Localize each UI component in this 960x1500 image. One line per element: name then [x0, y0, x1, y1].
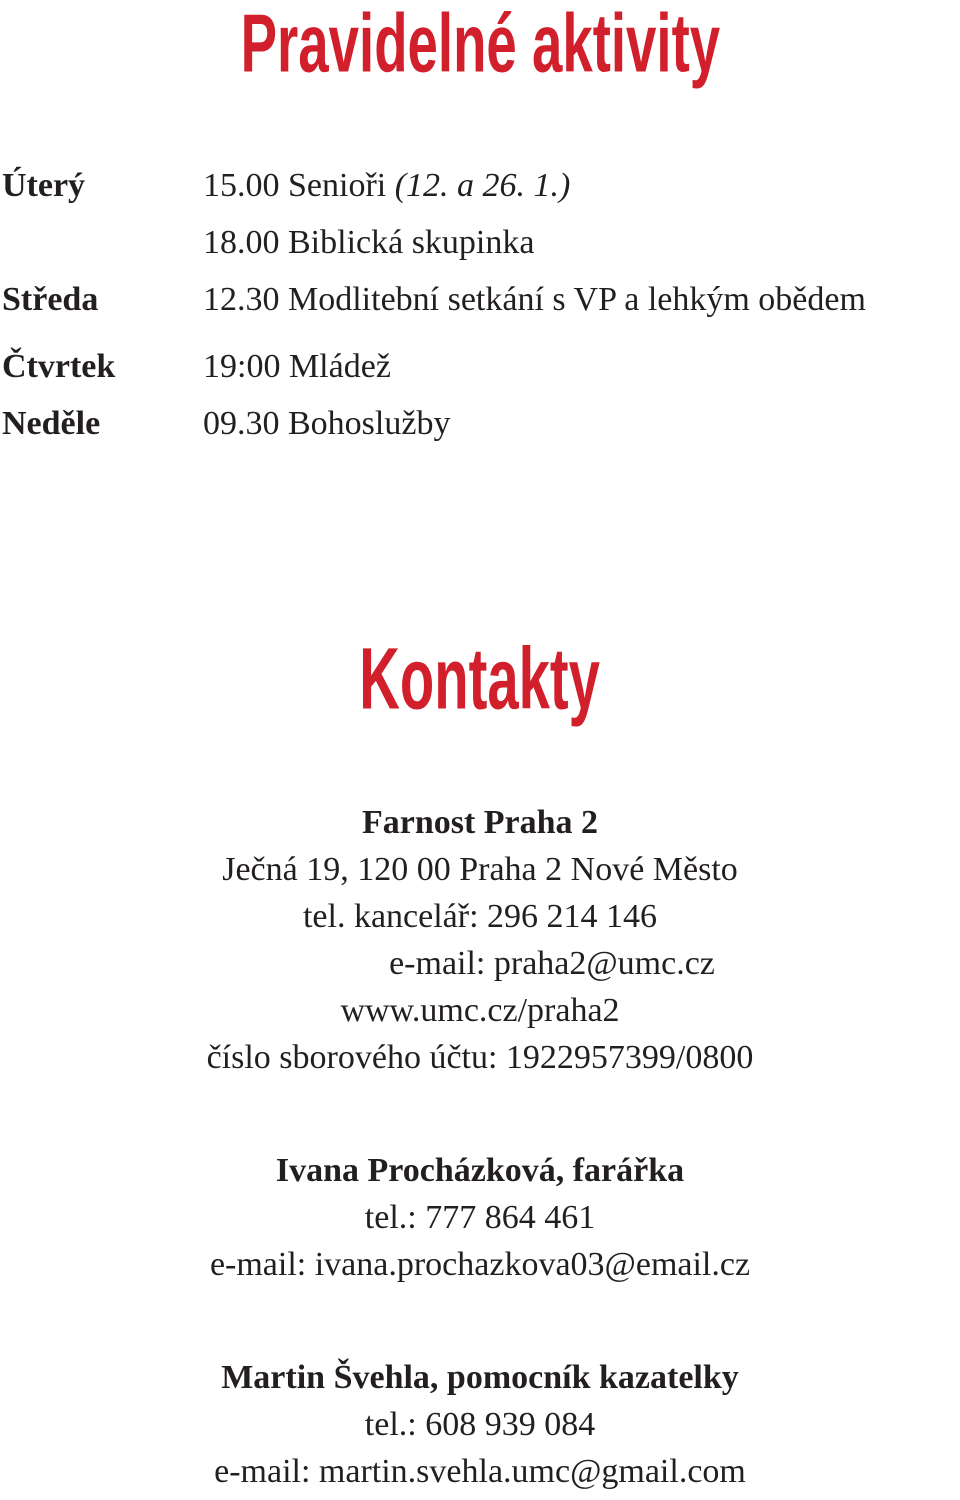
parish-phone: tel. kancelář: 296 214 146 — [302, 898, 658, 935]
activity-text: Senioři — [288, 167, 387, 204]
contacts-title — [0, 630, 960, 728]
activity-text: Biblická skupinka — [288, 224, 535, 261]
activity-time: 18.00 — [203, 224, 280, 261]
day-label: Středa — [2, 281, 99, 318]
day-label: Neděle — [2, 405, 101, 442]
activity-note: (12. a 26. 1.) — [394, 167, 571, 204]
activity-entry — [203, 164, 570, 208]
activities-title — [0, 0, 960, 90]
schedule-row-wednesday — [0, 278, 960, 322]
parish-name: Farnost Praha 2 — [361, 804, 599, 841]
activity-text: Modlitební setkání s VP a lehkým obědem — [288, 281, 866, 318]
activities-title-text: Pravidelné aktivity — [240, 0, 720, 90]
activity-text: Mládež — [288, 348, 391, 385]
activity-entry — [203, 278, 866, 322]
assistant-phone: tel.: 608 939 084 — [364, 1406, 596, 1443]
schedule-row-tuesday-bible — [0, 221, 960, 265]
pastor-phone: tel.: 777 864 461 — [364, 1199, 596, 1236]
activity-time: 15.00 — [203, 167, 280, 204]
activity-entry — [203, 402, 450, 446]
activity-entry — [203, 221, 534, 265]
activity-text: Bohoslužby — [288, 405, 451, 442]
contacts-title-text: Kontakty — [359, 630, 601, 728]
day-label: Úterý — [2, 167, 86, 204]
activity-time: 09.30 — [203, 405, 280, 442]
schedule-row-sunday — [0, 402, 960, 446]
pastor-email[interactable]: e-mail: ivana.prochazkova03@email.cz — [209, 1246, 751, 1283]
pastor-name: Ivana Procházková, farářka — [275, 1152, 685, 1189]
assistant-email[interactable]: e-mail: martin.svehla.umc@gmail.com — [214, 1453, 746, 1490]
day-label: Čtvrtek — [2, 348, 116, 385]
schedule-row-tuesday-seniors — [0, 164, 960, 208]
parish-email[interactable]: e-mail: praha2@umc.cz — [389, 945, 715, 982]
activity-time: 12.30 — [203, 281, 280, 318]
parish-website[interactable]: www.umc.cz/praha2 — [340, 992, 620, 1029]
activity-entry — [203, 345, 391, 389]
parish-address: Ječná 19, 120 00 Praha 2 Nové Město — [222, 851, 738, 888]
parish-bank-account: číslo sborového účtu: 1922957399/0800 — [206, 1039, 754, 1076]
schedule-row-thursday — [0, 345, 960, 389]
assistant-name: Martin Švehla, pomocník kazatelky — [221, 1359, 739, 1396]
activity-time: 19:00 — [203, 348, 281, 385]
